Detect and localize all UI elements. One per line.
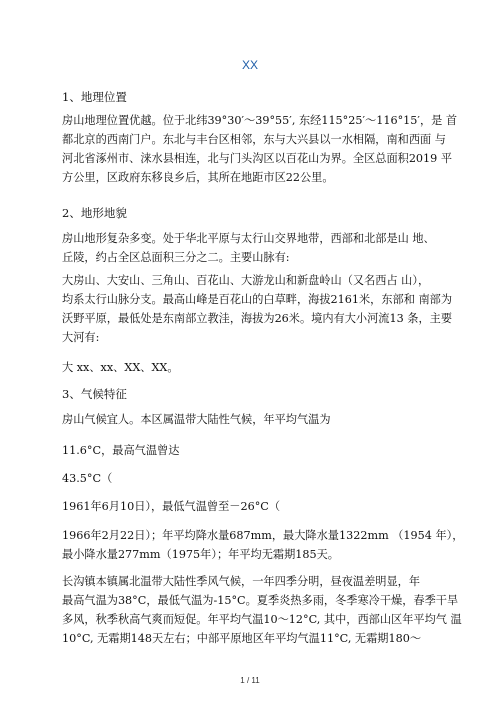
section3-line1: 房山气候宜人。本区属温带大陆性气候，年平均气温为 xyxy=(62,413,331,426)
section3-heading: 3、气候特征 xyxy=(62,387,127,401)
section2-paragraph1 xyxy=(62,229,466,267)
section3-line: 10°C, 无霜期148天左右；中部平原地区年平均气温11°C, 无霜期180～ xyxy=(62,632,422,645)
section3-line: 最小降水量277mm（1975年）；年平均无霜期185天。 xyxy=(62,548,339,561)
section2-paragraph3: 大 xx、xx、XX、XX。 xyxy=(62,361,179,374)
section3-line: 长沟镇本镇属北温带大陆性季风气候，一年四季分明，昼夜温差明显，年 xyxy=(62,575,421,588)
section1-line: 河北省涿州市、涞水县相连，北与门头沟区以百花山为界。全区总面积2019 平 xyxy=(62,152,453,165)
section3-line4: 1961年6月10日），最低气温曾至－26°C（ xyxy=(62,500,281,513)
section2-line: 大河有: xyxy=(62,331,100,344)
section2-paragraph2 xyxy=(62,271,466,347)
section3-line: 最高气温为38°C，最低气温为-15°C。夏季炎热多雨，冬季寒冷干燥，春季干旱 xyxy=(62,594,459,607)
section3-line: 1966年2月22日）；年平均降水量687mm，最大降水量1322mm （1954 年）， xyxy=(62,529,464,542)
section2-line: 大房山、大安山、三角山、百花山、大游龙山和新盘岭山（又名西占 山）， xyxy=(62,274,430,287)
section3-line2: 11.6°C，最高气温曾达 xyxy=(62,444,180,457)
section2-line: 丘陵，约占全区总面积三分之二。主要山脉有: xyxy=(62,251,290,264)
section1-line: 房山地理位置优越。位于北纬39°30′～39°55′, 东经115°25′～116°15′，是 首 xyxy=(62,114,458,127)
section1-line: 方公里，区政府东移良乡后，其所在地距市区22公里。 xyxy=(62,171,334,184)
section2-line: 均系太行山脉分支。最高山峰是百花山的白草畔，海拔2161米，东部和 南部为 xyxy=(62,293,453,306)
section3-line3: 43.5°C（ xyxy=(62,472,113,485)
section3-paragraph6 xyxy=(62,572,466,648)
section3-paragraph5 xyxy=(62,526,466,564)
document-title: XX xyxy=(241,58,258,72)
section1-line: 都北京的西南门户。东北与丰台区相邻，东与大兴县以一水相隔，南和西面 与 xyxy=(62,133,446,146)
section3-line: 多风，秋季秋高气爽而短促。年平均气温10～12°C, 其中，西部山区年平均气 温 xyxy=(62,613,462,626)
section2-line: 沃野平原，最低处是东南部立教洼，海拔为26米。境内有大小河流13 条，主要 xyxy=(62,312,453,325)
section2-heading: 2、地形地貌 xyxy=(62,206,127,220)
section1-heading: 1、地理位置 xyxy=(62,90,127,104)
section1-paragraph xyxy=(62,111,466,187)
page-number: 1 / 11 xyxy=(240,676,260,685)
section2-line: 房山地形复杂多变。处于华北平原与太行山交界地带，西部和北部是山 地、 xyxy=(62,232,435,245)
